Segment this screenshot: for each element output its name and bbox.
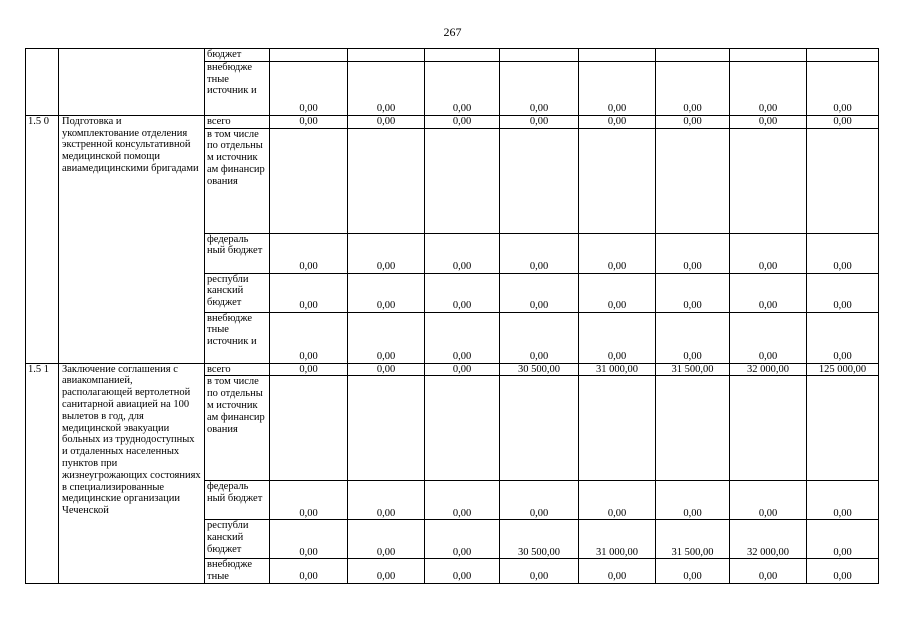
value-cell: 0,00 <box>500 273 579 312</box>
value-cell: 0,00 <box>270 520 348 559</box>
value-cell: 32 000,00 <box>730 363 807 376</box>
measure-name: Подготовка и укомплектование отделения экстренной консультативной медицинской помощи авиамедицинскими бригадами <box>59 115 205 363</box>
funding-source: внебюдже тные источник и <box>205 312 270 363</box>
table-row <box>26 49 879 62</box>
row-index: 1.5 0 <box>26 115 59 363</box>
budget-table <box>25 48 879 584</box>
value-cell <box>656 128 730 233</box>
value-cell: 0,00 <box>348 363 425 376</box>
value-cell: 0,00 <box>348 520 425 559</box>
value-cell: 0,00 <box>730 273 807 312</box>
value-cell: 0,00 <box>500 115 579 128</box>
value-cell: 0,00 <box>730 115 807 128</box>
value-cell: 0,00 <box>656 115 730 128</box>
value-cell: 0,00 <box>579 233 656 273</box>
value-cell: 0,00 <box>656 273 730 312</box>
value-cell: 0,00 <box>348 559 425 584</box>
value-cell: 0,00 <box>425 312 500 363</box>
value-cell <box>730 376 807 481</box>
value-cell: 0,00 <box>656 233 730 273</box>
value-cell: 0,00 <box>270 61 348 115</box>
value-cell: 0,00 <box>579 559 656 584</box>
value-cell: 0,00 <box>579 481 656 520</box>
value-cell <box>425 128 500 233</box>
value-cell: 0,00 <box>425 61 500 115</box>
value-cell: 0,00 <box>579 61 656 115</box>
value-cell: 0,00 <box>270 481 348 520</box>
value-cell: 0,00 <box>500 481 579 520</box>
value-cell: 0,00 <box>730 233 807 273</box>
funding-source: федераль ный бюджет <box>205 233 270 273</box>
value-cell: 0,00 <box>348 61 425 115</box>
funding-source: в том числе по отдельны м источник ам финансир ования <box>205 376 270 481</box>
value-cell <box>425 376 500 481</box>
funding-source: всего <box>205 363 270 376</box>
value-cell <box>500 128 579 233</box>
value-cell: 31 000,00 <box>579 520 656 559</box>
value-cell <box>348 128 425 233</box>
value-cell <box>807 376 879 481</box>
value-cell: 0,00 <box>730 61 807 115</box>
funding-source: всего <box>205 115 270 128</box>
measure-name <box>59 49 205 116</box>
value-cell <box>656 376 730 481</box>
value-cell: 0,00 <box>270 273 348 312</box>
value-cell: 32 000,00 <box>730 520 807 559</box>
value-cell <box>579 49 656 62</box>
value-cell: 0,00 <box>270 559 348 584</box>
value-cell: 0,00 <box>348 273 425 312</box>
value-cell: 31 500,00 <box>656 363 730 376</box>
value-cell: 0,00 <box>807 273 879 312</box>
value-cell <box>500 376 579 481</box>
value-cell: 0,00 <box>579 312 656 363</box>
value-cell <box>425 49 500 62</box>
value-cell <box>270 376 348 481</box>
value-cell: 0,00 <box>807 312 879 363</box>
value-cell: 0,00 <box>425 115 500 128</box>
funding-source: внебюдже тные <box>205 559 270 584</box>
table-row <box>26 115 879 128</box>
funding-source: республи канский бюджет <box>205 273 270 312</box>
value-cell: 0,00 <box>730 481 807 520</box>
value-cell: 0,00 <box>425 233 500 273</box>
value-cell: 0,00 <box>270 233 348 273</box>
row-index: 1.5 1 <box>26 363 59 583</box>
value-cell <box>348 49 425 62</box>
value-cell <box>656 49 730 62</box>
funding-source: федераль ный бюджет <box>205 481 270 520</box>
value-cell: 0,00 <box>348 115 425 128</box>
row-index <box>26 49 59 116</box>
value-cell: 0,00 <box>500 559 579 584</box>
value-cell: 30 500,00 <box>500 520 579 559</box>
value-cell: 0,00 <box>425 520 500 559</box>
value-cell: 0,00 <box>579 273 656 312</box>
value-cell: 0,00 <box>425 363 500 376</box>
value-cell: 0,00 <box>425 559 500 584</box>
value-cell: 0,00 <box>656 481 730 520</box>
value-cell <box>579 376 656 481</box>
value-cell <box>730 128 807 233</box>
table-body <box>26 49 879 584</box>
value-cell: 0,00 <box>730 559 807 584</box>
value-cell: 0,00 <box>807 61 879 115</box>
value-cell: 0,00 <box>807 233 879 273</box>
value-cell: 125 000,00 <box>807 363 879 376</box>
page-number: 267 <box>443 25 462 39</box>
value-cell <box>270 49 348 62</box>
value-cell: 0,00 <box>807 520 879 559</box>
value-cell: 0,00 <box>730 312 807 363</box>
value-cell <box>348 376 425 481</box>
value-cell: 0,00 <box>270 312 348 363</box>
value-cell: 0,00 <box>656 61 730 115</box>
funding-source: республи канский бюджет <box>205 520 270 559</box>
value-cell: 0,00 <box>656 312 730 363</box>
value-cell: 0,00 <box>500 61 579 115</box>
value-cell: 0,00 <box>270 363 348 376</box>
value-cell: 0,00 <box>348 312 425 363</box>
funding-source: бюджет <box>205 49 270 62</box>
value-cell: 0,00 <box>425 273 500 312</box>
value-cell: 0,00 <box>500 233 579 273</box>
funding-source: внебюдже тные источник и <box>205 61 270 115</box>
value-cell <box>807 49 879 62</box>
value-cell <box>270 128 348 233</box>
value-cell: 0,00 <box>348 481 425 520</box>
value-cell: 0,00 <box>807 115 879 128</box>
value-cell <box>730 49 807 62</box>
value-cell: 0,00 <box>807 559 879 584</box>
value-cell: 30 500,00 <box>500 363 579 376</box>
value-cell: 31 500,00 <box>656 520 730 559</box>
value-cell: 0,00 <box>425 481 500 520</box>
value-cell: 0,00 <box>807 481 879 520</box>
value-cell <box>579 128 656 233</box>
funding-source: в том числе по отдельны м источник ам финансир ования <box>205 128 270 233</box>
value-cell: 0,00 <box>500 312 579 363</box>
value-cell: 0,00 <box>579 115 656 128</box>
value-cell: 0,00 <box>656 559 730 584</box>
table-row <box>26 363 879 376</box>
value-cell: 31 000,00 <box>579 363 656 376</box>
value-cell <box>500 49 579 62</box>
value-cell: 0,00 <box>270 115 348 128</box>
value-cell <box>807 128 879 233</box>
value-cell: 0,00 <box>348 233 425 273</box>
measure-name: Заключение соглашения с авиакомпанией, располагающей вертолетной санитарной авиацией на 100 вылетов в год, для медицинской эвакуации больных из труднодоступных и отдаленных населенных пунктов при жизнеугрожающих состояниях в специализированные медицинские организации Чеченской <box>59 363 205 583</box>
